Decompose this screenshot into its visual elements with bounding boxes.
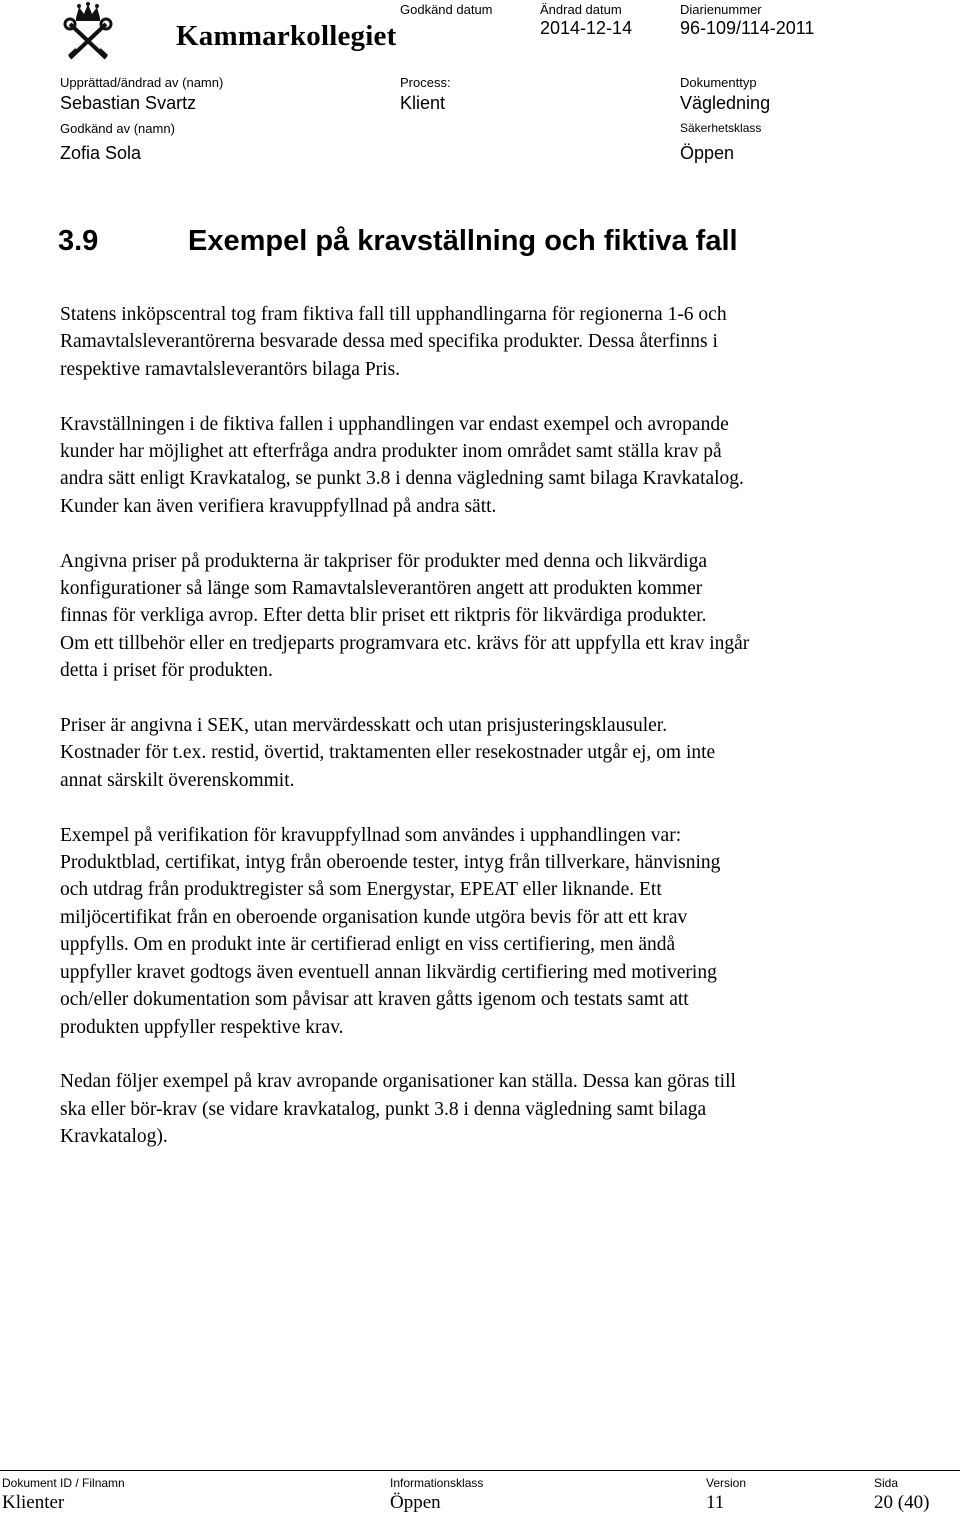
diarienummer-label: Diarienummer (680, 2, 762, 17)
version-value: 11 (706, 1492, 725, 1513)
paragraph: Statens inköpscentral tog fram fiktiva fall till upphandlingarna för regionerna 1-6 och Ramavtalsleverantörerna besvarade dessa med specifika produkter. Dessa återfinns i respektive ramavtalsleverantörs bilaga Pris. (60, 304, 727, 380)
sida-value: 20 (40) (874, 1492, 930, 1513)
process-label: Process: (400, 75, 451, 90)
informationsklass-value: Öppen (390, 1492, 441, 1513)
upprattad-value: Sebastian Svartz (60, 93, 197, 113)
process-value: Klient (400, 93, 446, 113)
dokument-id-value: Klienter (2, 1492, 65, 1513)
dokument-id-label: Dokument ID / Filnamn (2, 1476, 125, 1490)
godkand-datum-label: Godkänd datum (400, 2, 493, 17)
paragraph: Angivna priser på produkterna är takpriser för produkter med denna och likvärdiga konfigurationer så länge som Ramavtalsleverantören angett att produkten kommer finnas för verkliga avrop. Efter detta blir priset ett riktpris för likvärdiga produkter. Om ett tillbehör eller en tredjeparts programvara etc. krävs för att uppfylla ett krav ingår detta i priset för produkten. (60, 550, 750, 682)
diarienummer-value: 96-109/114-2011 (680, 18, 815, 38)
upprattad-label: Upprättad/ändrad av (namn) (60, 75, 224, 90)
dokumenttyp-value: Vägledning (680, 93, 771, 113)
section-number: 3.9 (58, 225, 99, 257)
section-heading (58, 223, 738, 259)
kammarkollegiet-logo (58, 2, 397, 62)
footer-divider (0, 1470, 960, 1471)
paragraph: Kravställningen i de fiktiva fallen i upphandlingen var endast exempel och avropande kunder har möjlighet att efterfråga andra produkter inom området samt ställa krav på andra sätt enligt Kravkatalog, se punkt 3.8 i denna vägledning samt bilaga Kravkatalog. Kunder kan även verifiera kravuppfyllnad på andra sätt. (60, 413, 744, 517)
informationsklass-label: Informationsklass (390, 1476, 484, 1490)
body-text (60, 301, 920, 1178)
logo-wordmark: Kammarkollegiet (176, 20, 397, 52)
version-label: Version (706, 1476, 747, 1490)
sakerhetsklass-value: Öppen (680, 143, 735, 163)
paragraph: Exempel på verifikation för kravuppfyllnad som användes i upphandlingen var: Produktblad, certifikat, intyg från oberoende tester, intyg från tillverkare, hänvisning och utdrag från produktregister så som Energystar, EPEAT eller liknande. Ett miljöcertifikat från en oberoende organisation kunde utgöra bevis för att ett krav uppfylls. Om en produkt inte är certifierad enligt en viss certifiering, men ändå uppfyller kravet godtogs även eventuell annan likvärdig certifiering med motivering och/eller dokumentation som påvisar att kraven gåtts igenom och testats samt att produkten uppfyller respektive krav. (60, 824, 721, 1038)
paragraph: Priser är angivna i SEK, utan mervärdesskatt och utan prisjusteringsklausuler. Kostnader för t.ex. restid, övertid, traktamenten eller resekostnader utgår ej, om inte annat särskilt överenskommit. (60, 715, 716, 791)
crown-keys-icon (58, 2, 118, 62)
section-title: Exempel på kravställning och fiktiva fall (188, 225, 738, 257)
godkand-av-value: Zofia Sola (60, 143, 142, 163)
dokumenttyp-label: Dokumenttyp (680, 75, 757, 90)
andrad-datum-label: Ändrad datum (540, 2, 622, 17)
paragraph: Nedan följer exempel på krav avropande organisationer kan ställa. Dessa kan göras till ska eller bör-krav (se vidare kravkatalog, punkt 3.8 i denna vägledning samt bilaga Kravkatalog). (60, 1071, 736, 1148)
sida-label: Sida (874, 1476, 899, 1490)
sakerhetsklass-label: Säkerhetsklass (680, 121, 762, 135)
andrad-datum-value: 2014-12-14 (540, 18, 633, 38)
godkand-av-label: Godkänd av (namn) (60, 121, 175, 136)
